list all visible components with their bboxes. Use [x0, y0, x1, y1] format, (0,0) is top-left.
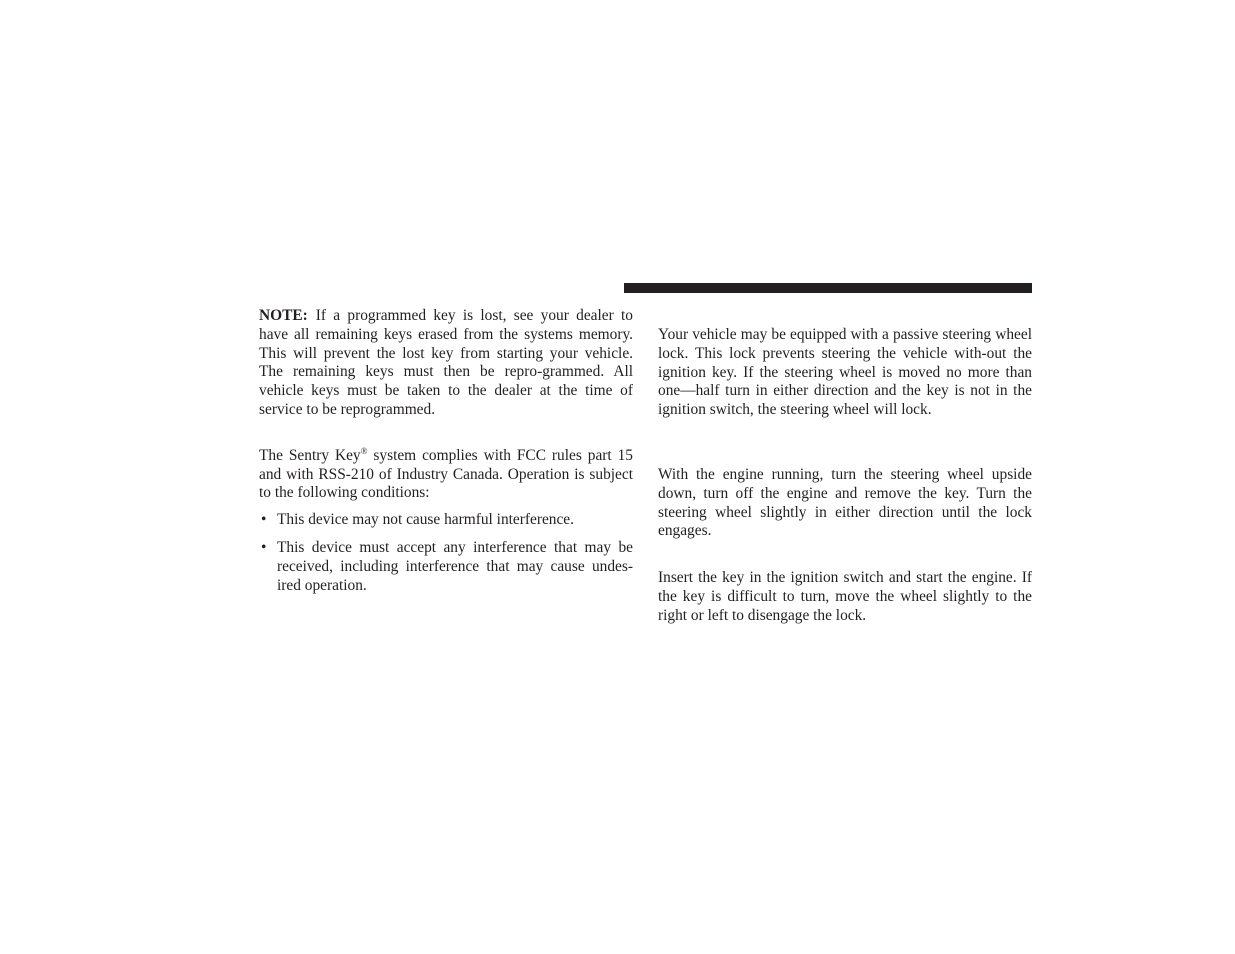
steering-lock-paragraph: Your vehicle may be equipped with a passive steering wheel lock. This lock prevents steering the vehicle with-out the ignition key. If the steering wheel is moved no more than one—half turn in either direction and the key is not in the ignition switch, the steering wheel will lock.: [658, 326, 1032, 419]
bullet-icon: •: [261, 511, 267, 529]
section-header-rule: [624, 283, 1032, 293]
list-item: [259, 511, 633, 530]
note-text: If a programmed key is lost, see your dealer to have all remaining keys erased from the systems memory. This will prevent the lost key from starting your vehicle. The remaining keys must then be repro-grammed. All vehicle keys must be taken to the dealer at the time of service to be reprogrammed.: [259, 307, 633, 418]
bullet-icon: •: [261, 538, 267, 556]
fcc-text-end: system complies with FCC rules part 15 and with RSS-210 of Industry Canada. Operation is subject to the following conditions:: [259, 446, 633, 502]
list-item-text: This device must accept any interference that may be received, including interference that may cause undes-ired operation.: [277, 538, 633, 594]
registered-mark: ®: [360, 445, 368, 456]
fcc-paragraph: [259, 447, 633, 503]
right-column: [658, 326, 1032, 626]
to-lock-paragraph: With the engine running, turn the steering wheel upside down, turn off the engine and remove the key. Turn the steering wheel slightly in either direction until the lock engages.: [658, 465, 1032, 540]
conditions-list: [259, 511, 633, 595]
list-item-text: This device may not cause harmful interference.: [277, 511, 574, 529]
note-paragraph: [259, 307, 633, 420]
note-label: NOTE:: [259, 307, 308, 324]
fcc-text-start: The Sentry Key: [259, 446, 361, 464]
list-item: [259, 539, 633, 595]
to-unlock-paragraph: Insert the key in the ignition switch and start the engine. If the key is difficult to turn, move the wheel slightly to the right or left to disengage the lock.: [658, 569, 1032, 624]
left-column: [259, 307, 633, 604]
